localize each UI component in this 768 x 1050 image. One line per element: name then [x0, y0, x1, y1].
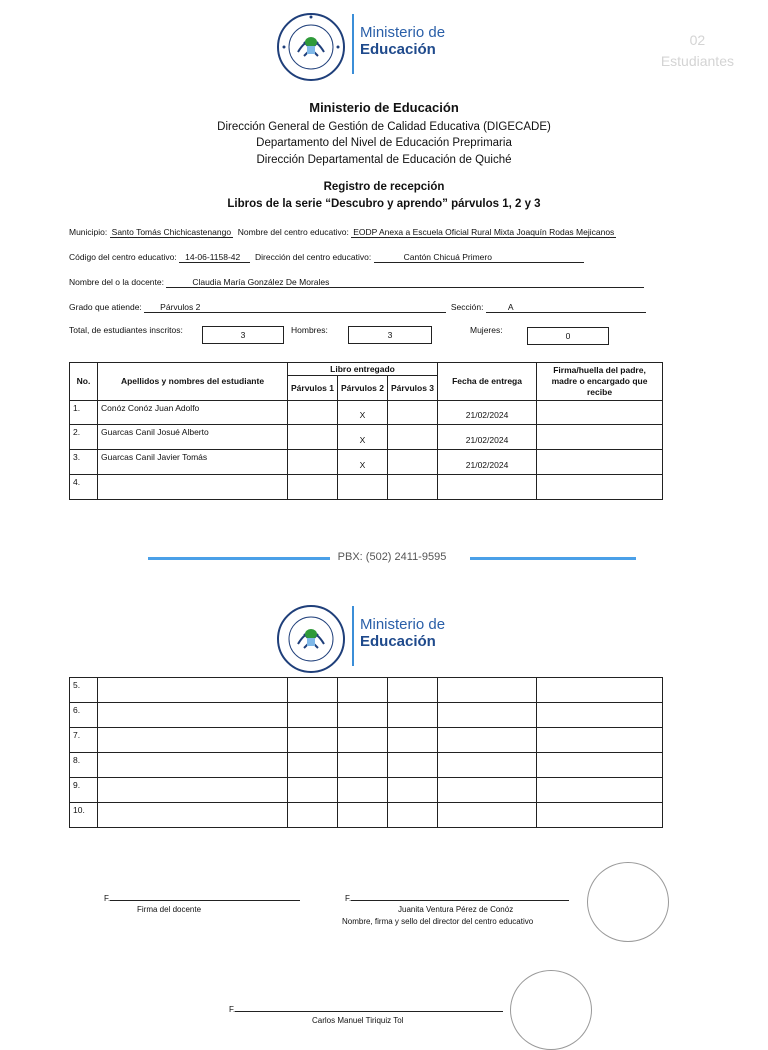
grado-value: Párvulos 2 [144, 302, 446, 313]
delivery-date: 21/02/2024 [438, 450, 537, 475]
signature-cell [537, 425, 663, 450]
col-nombres: Apellidos y nombres del estudiante [98, 363, 288, 401]
delivery-date: 21/02/2024 [438, 401, 537, 425]
logo-educacion: Educación [360, 41, 436, 58]
signature-f: F. [104, 894, 111, 903]
row-number: 4. [70, 475, 98, 500]
seccion-label: Sección: [450, 302, 484, 312]
logo-ministerio: Ministerio de [360, 24, 446, 41]
signature-cell [537, 401, 663, 425]
col-parvulos-2: Párvulos 2 [338, 376, 388, 401]
header-line-3: Dirección Departamental de Educación de Quiché [256, 154, 512, 166]
grado-label: Grado que atiende: [69, 302, 142, 312]
mark-p2: X [338, 401, 388, 425]
signature-docente [104, 894, 300, 903]
municipio-value: Santo Tomás Chichicastenango [111, 227, 232, 237]
hombres-value-box: 3 [348, 326, 432, 344]
signature-director [345, 894, 569, 903]
header-title: Ministerio de Educación [309, 100, 459, 115]
col-parvulos-3: Párvulos 3 [388, 376, 438, 401]
docente-value: Claudia María González De Morales [166, 277, 644, 288]
total-value-box: 3 [202, 326, 284, 344]
row-number: 1. [70, 401, 98, 425]
guatemala-seal-icon [276, 12, 346, 82]
director-name: Juanita Ventura Pérez de Conóz [398, 905, 514, 914]
row-number: 3. [70, 450, 98, 475]
row-number: 8. [70, 753, 98, 778]
row-number: 2. [70, 425, 98, 450]
mark-p1 [288, 425, 338, 450]
total-label: Total, de estudiantes inscritos: [69, 325, 183, 335]
municipio-label: Municipio: [69, 227, 108, 237]
seccion-value: A [486, 302, 646, 313]
mark-p1 [288, 475, 338, 500]
signature-third [229, 1005, 503, 1014]
mineduc-logo-top [276, 10, 466, 80]
col-fecha: Fecha de entrega [438, 363, 537, 401]
pbx-text: PBX: (502) 2411-9595 [330, 551, 455, 563]
nombre-centro-label: Nombre del centro educativo: [237, 227, 349, 237]
page-section: Estudiantes [660, 53, 734, 69]
student-name: Conóz Conóz Juan Adolfo [98, 401, 288, 425]
pbx-footer [148, 551, 636, 565]
table-row [70, 778, 663, 803]
logo-divider [352, 14, 354, 74]
stamp-circle-third [510, 970, 592, 1050]
mark-p1 [288, 401, 338, 425]
table-row [70, 401, 663, 425]
row-number: 10. [70, 803, 98, 828]
student-name: Guarcas Canil Josué Alberto [98, 425, 288, 450]
table-row [70, 678, 663, 703]
page-number: 02 [689, 32, 706, 48]
delivery-date: 21/02/2024 [438, 425, 537, 450]
direccion-label: Dirección del centro educativo: [255, 252, 372, 262]
table-row [70, 450, 663, 475]
docente-caption: Firma del docente [137, 905, 202, 914]
hombres-label: Hombres: [291, 325, 328, 335]
header-line-1: Dirección General de Gestión de Calidad Educativa (DIGECADE) [217, 121, 551, 133]
guatemala-seal-icon [276, 604, 346, 674]
mark-p3 [388, 475, 438, 500]
docente-field [69, 277, 644, 288]
row-number: 5. [70, 678, 98, 703]
mujeres-label: Mujeres: [470, 325, 503, 335]
table-row [70, 425, 663, 450]
municipio-field [69, 227, 616, 238]
col-parvulos-1: Párvulos 1 [288, 376, 338, 401]
logo-ministerio: Ministerio de [360, 616, 446, 633]
logo-divider [352, 606, 354, 666]
col-libro: Libro entregado [288, 363, 438, 376]
col-firma: Firma/huella del padre, madre o encargado que recibe [537, 363, 663, 401]
signature-f: F. [229, 1005, 236, 1014]
row-number: 6. [70, 703, 98, 728]
mark-p2 [338, 475, 388, 500]
table-row [70, 475, 663, 500]
student-name: Guarcas Canil Javier Tomás [98, 450, 288, 475]
direccion-value: Cantón Chicuá Primero [374, 252, 584, 263]
signature-f: F. [345, 894, 352, 903]
row-number: 7. [70, 728, 98, 753]
delivery-date [438, 475, 537, 500]
row-number: 9. [70, 778, 98, 803]
codigo-field [69, 252, 584, 263]
codigo-value: 14-06-1158-42 [179, 252, 250, 263]
logo-educacion: Educación [360, 633, 436, 650]
signature-cell [537, 450, 663, 475]
docente-label: Nombre del o la docente: [69, 277, 164, 287]
header-line-2: Departamento del Nivel de Educación Preprimaria [256, 137, 512, 149]
doc-title: Registro de recepción [323, 181, 445, 193]
reception-table-continued [69, 677, 663, 828]
mark-p2: X [338, 425, 388, 450]
table-row [70, 728, 663, 753]
student-name [98, 475, 288, 500]
mujeres-value-box: 0 [527, 327, 609, 345]
table-row [70, 753, 663, 778]
codigo-label: Código del centro educativo: [69, 252, 177, 262]
mark-p3 [388, 425, 438, 450]
third-name: Carlos Manuel Tiriquiz Tol [312, 1016, 404, 1025]
reception-table [69, 362, 663, 500]
mark-p3 [388, 401, 438, 425]
doc-subtitle: Libros de la serie “Descubro y aprendo” párvulos 1, 2 y 3 [227, 198, 541, 210]
nombre-centro-value: EODP Anexa a Escuela Oficial Rural Mixta Joaquín Rodas Mejicanos [353, 227, 615, 237]
table-row [70, 803, 663, 828]
mark-p2: X [338, 450, 388, 475]
mark-p3 [388, 450, 438, 475]
signature-cell [537, 475, 663, 500]
page-corner-label [661, 30, 734, 72]
mineduc-logo-second [276, 602, 466, 672]
director-caption: Nombre, firma y sello del director del centro educativo [342, 917, 534, 926]
mark-p1 [288, 450, 338, 475]
stamp-circle-director [587, 862, 669, 942]
grado-field [69, 302, 646, 313]
col-no: No. [70, 363, 98, 401]
table-row [70, 703, 663, 728]
